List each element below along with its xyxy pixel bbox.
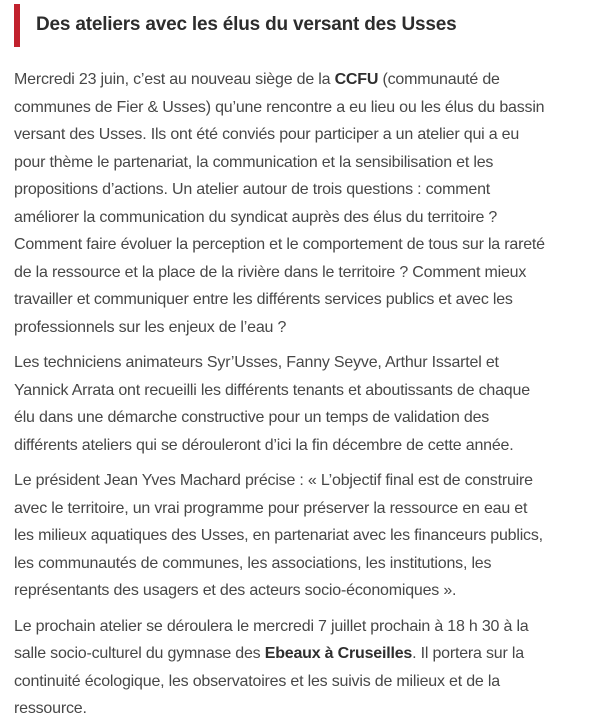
text-line <box>14 149 586 177</box>
text-run: communes de Fier & Usses) qu’une rencontre a eu lieu ou les élus du bassin <box>14 98 545 116</box>
text-run: Les techniciens animateurs Syr’Usses, Fanny Seyve, Arthur Issartel et <box>14 354 499 371</box>
bold-text: Ebeaux à Cruseilles <box>264 645 413 662</box>
article-paragraph <box>14 66 586 341</box>
text-run: les communautés de communes, les associations, les institutions, les <box>14 554 492 572</box>
article-header <box>14 3 586 47</box>
text-run: ressource. <box>14 700 87 717</box>
text-line <box>14 314 586 342</box>
text-line <box>14 550 586 578</box>
page-title: Des ateliers avec les élus du versant des Usses <box>36 14 457 35</box>
heading-accent-bar <box>14 4 20 47</box>
bold-text: CCFU <box>334 71 379 88</box>
text-line <box>14 377 586 405</box>
text-run: salle socio-culturel du gymnase des <box>14 645 265 662</box>
text-run: versant des Usses. Ils ont été conviés pour participer a un atelier qui a eu <box>14 126 520 143</box>
text-line <box>14 695 586 723</box>
text-run: améliorer la communication du syndicat auprès des élus du territoire ? <box>14 208 498 226</box>
text-run: propositions d’actions. Un atelier autour de trois questions : comment <box>14 181 491 198</box>
text-line <box>14 467 586 495</box>
text-run: (communauté de <box>378 71 500 88</box>
text-line <box>14 577 586 605</box>
text-line <box>14 94 586 122</box>
text-run: Yannick Arrata ont recueilli les différents tenants et aboutissants de chaque <box>14 381 530 399</box>
text-run: représentants des usagers et des acteurs socio-économiques ». <box>14 582 457 599</box>
text-run: de la ressource et la place de la rivière dans le territoire ? Comment mieux <box>14 263 527 281</box>
text-line <box>14 231 586 259</box>
text-run: continuité écologique, les observatoires et les suivis de milieux et de la <box>14 672 500 690</box>
text-line <box>14 286 586 314</box>
text-line <box>14 668 586 696</box>
text-run: . Il portera sur la <box>412 645 524 662</box>
text-run: professionnels sur les enjeux de l’eau ? <box>14 318 287 336</box>
text-line <box>14 66 586 94</box>
article-paragraph <box>14 467 586 605</box>
text-line <box>14 495 586 523</box>
text-line <box>14 349 586 377</box>
text-line <box>14 404 586 432</box>
text-line <box>14 204 586 232</box>
text-run: pour thème le partenariat, la communication et la sensibilisation et les <box>14 153 494 171</box>
text-line <box>14 640 586 668</box>
article-paragraph <box>14 613 586 723</box>
text-run: Comment faire évoluer la perception et le comportement de tous sur la rareté <box>14 236 545 253</box>
text-run: travailler et communiquer entre les différents services publics et avec les <box>14 291 513 308</box>
article-body <box>14 66 586 723</box>
text-run: avec le territoire, un vrai programme pour préserver la ressource en eau et <box>14 499 528 517</box>
article-paragraph <box>14 349 586 459</box>
text-run: Mercredi 23 juin, c’est au nouveau siège de la <box>14 71 335 88</box>
text-line <box>14 121 586 149</box>
text-run: différents ateliers qui se dérouleront d’ici la fin décembre de cette année. <box>14 436 514 454</box>
text-line <box>14 522 586 550</box>
text-run: élu dans une démarche constructive pour un temps de validation des <box>14 409 490 426</box>
text-line <box>14 613 586 641</box>
text-line <box>14 432 586 460</box>
text-line <box>14 176 586 204</box>
text-line <box>14 259 586 287</box>
text-run: Le président Jean Yves Machard précise : « L’objectif final est de construire <box>14 472 533 489</box>
text-run: les milieux aquatiques des Usses, en partenariat avec les financeurs publics, <box>14 527 543 544</box>
text-run: Le prochain atelier se déroulera le mercredi 7 juillet prochain à 18 h 30 à la <box>14 617 529 635</box>
